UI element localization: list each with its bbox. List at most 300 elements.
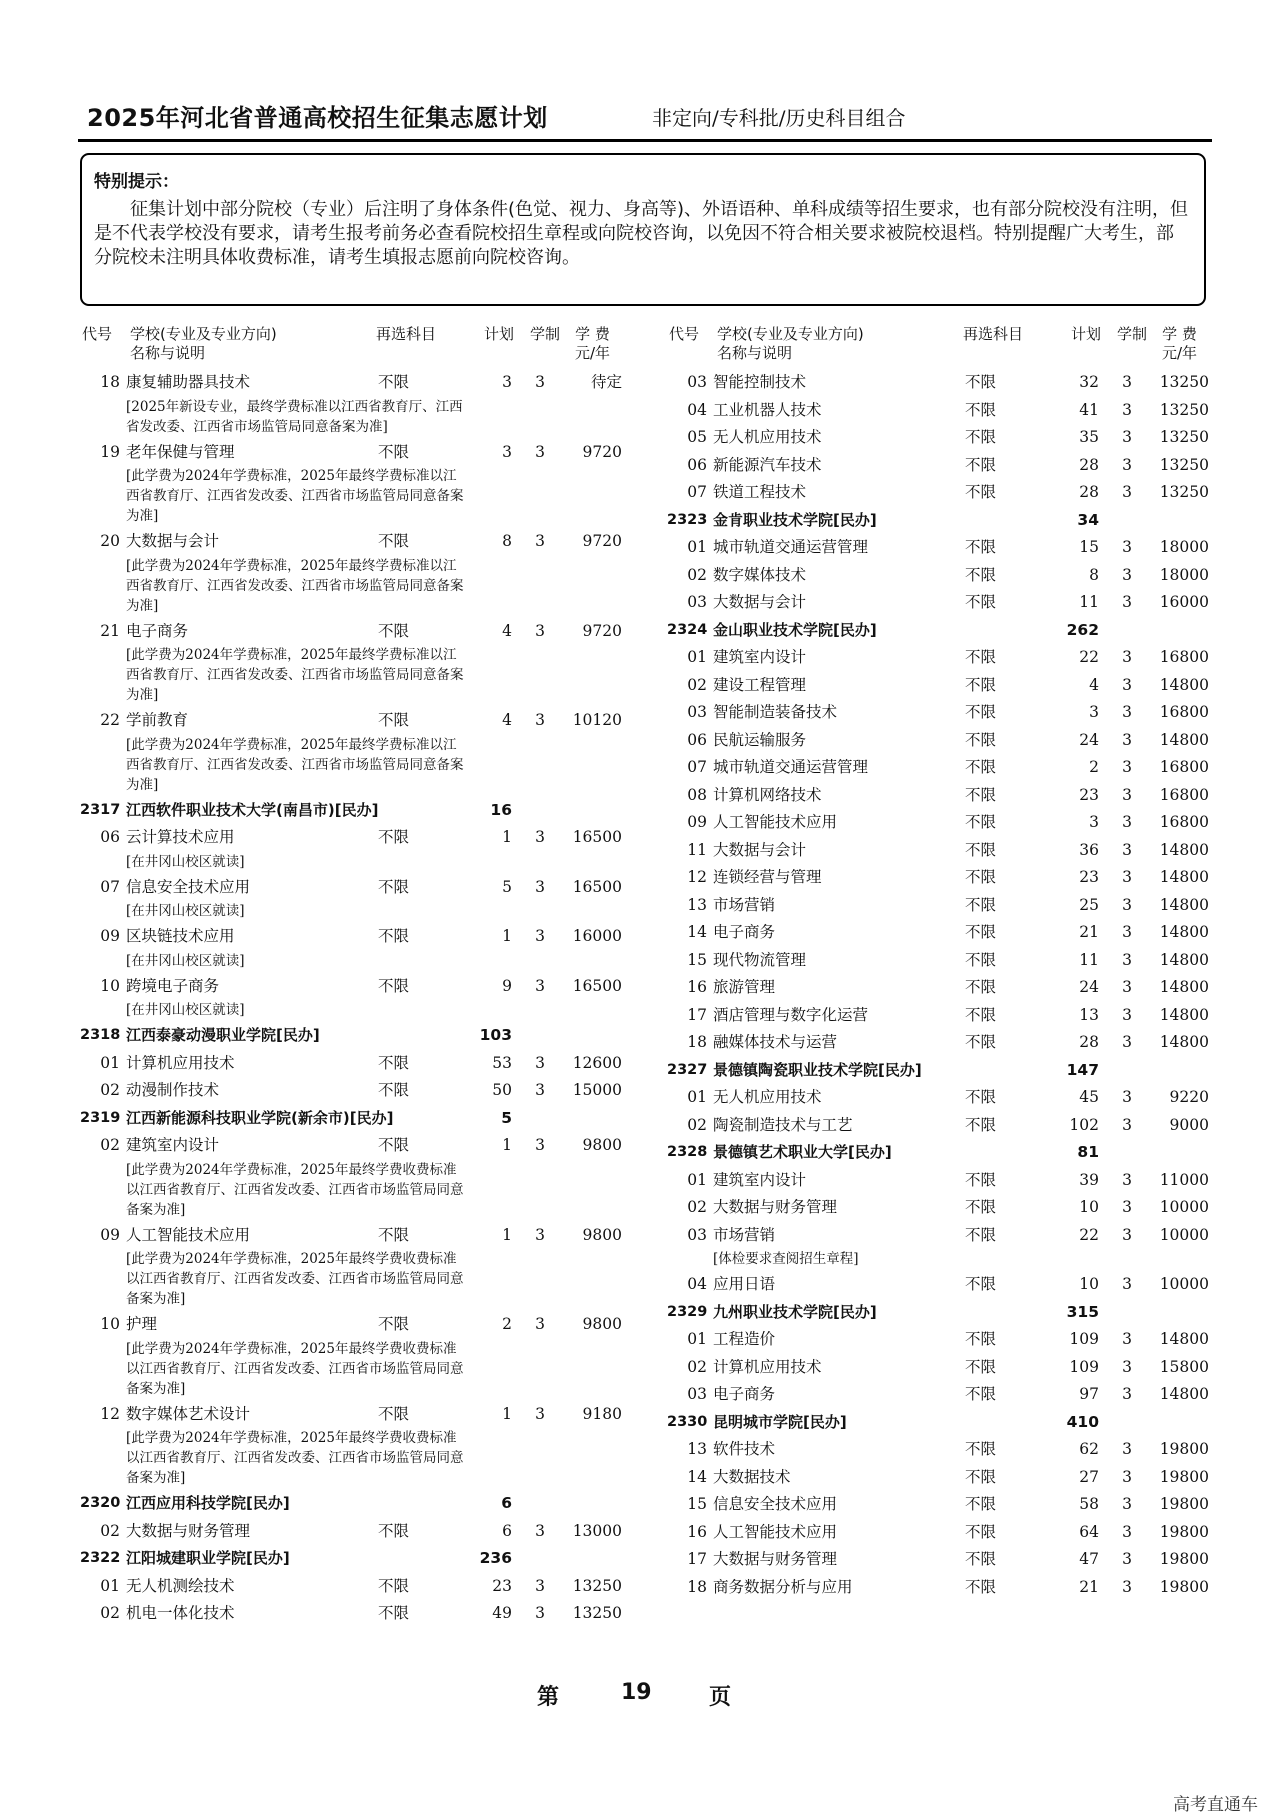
elective-subject: 不限 bbox=[378, 1225, 410, 1244]
major-row bbox=[80, 369, 620, 397]
plan-count: 11 bbox=[1079, 950, 1099, 969]
plan-count: 2 bbox=[502, 1315, 512, 1333]
major-row bbox=[667, 424, 1207, 452]
study-duration: 3 bbox=[535, 621, 545, 640]
school-name: 昆明城市学院[民办] bbox=[713, 1412, 847, 1431]
elective-subject: 不限 bbox=[378, 442, 410, 461]
plan-count: 1 bbox=[502, 1136, 512, 1154]
school-row bbox=[667, 1299, 1207, 1327]
major-name: 陶瓷制造技术与工艺 bbox=[713, 1115, 853, 1134]
school-code: 2317 bbox=[80, 801, 121, 818]
school-row bbox=[667, 1409, 1207, 1437]
plan-count: 1 bbox=[502, 1225, 512, 1244]
tuition-fee: 9220 bbox=[1169, 1088, 1209, 1106]
major-name: 信息安全技术应用 bbox=[713, 1495, 838, 1513]
major-note: [此学费为2024年学费标准，2025年最终学费标准以江西省教育厅、江西省发改委、江西省市场监管局同意备案为准] bbox=[126, 468, 464, 524]
major-name: 大数据与财务管理 bbox=[713, 1550, 838, 1568]
major-code: 15 bbox=[687, 950, 707, 969]
major-name: 老年保健与管理 bbox=[126, 442, 235, 461]
major-code: 03 bbox=[687, 703, 707, 721]
study-duration: 3 bbox=[535, 1604, 545, 1622]
study-duration: 3 bbox=[1122, 1467, 1132, 1486]
major-row bbox=[667, 479, 1207, 507]
study-duration: 3 bbox=[535, 1521, 545, 1540]
major-name: 无人机应用技术 bbox=[713, 428, 822, 446]
header-code: 代号 bbox=[669, 325, 700, 343]
major-row bbox=[667, 1112, 1207, 1140]
school-row bbox=[80, 797, 620, 825]
plan-count: 36 bbox=[1079, 840, 1099, 859]
elective-subject: 不限 bbox=[965, 923, 997, 941]
major-name: 铁道工程技术 bbox=[713, 483, 807, 501]
tuition-fee: 11000 bbox=[1159, 1170, 1209, 1189]
major-code: 18 bbox=[687, 1033, 707, 1051]
major-row bbox=[667, 1436, 1207, 1464]
study-duration: 3 bbox=[535, 442, 545, 461]
right-column bbox=[667, 325, 1207, 1601]
major-row bbox=[667, 1222, 1207, 1250]
major-name: 无人机测绘技术 bbox=[126, 1576, 235, 1595]
header-subject: 再选科目 bbox=[376, 325, 437, 343]
major-row bbox=[667, 452, 1207, 480]
tuition-fee: 16800 bbox=[1159, 785, 1209, 804]
elective-subject: 不限 bbox=[965, 593, 997, 611]
major-code: 12 bbox=[687, 868, 707, 886]
major-name: 电子商务 bbox=[713, 923, 776, 941]
tuition-fee: 14800 bbox=[1159, 1033, 1209, 1051]
elective-subject: 不限 bbox=[965, 1550, 997, 1568]
elective-subject: 不限 bbox=[965, 538, 997, 556]
plan-count: 1 bbox=[502, 1404, 512, 1423]
elective-subject: 不限 bbox=[965, 1033, 997, 1051]
header-divider bbox=[78, 139, 1212, 142]
elective-subject: 不限 bbox=[965, 1330, 997, 1348]
school-code: 2330 bbox=[667, 1413, 708, 1430]
plan-count: 8 bbox=[502, 532, 512, 550]
school-row bbox=[80, 1490, 620, 1518]
study-duration: 3 bbox=[535, 373, 545, 391]
elective-subject: 不限 bbox=[965, 840, 997, 859]
major-name: 民航运输服务 bbox=[713, 730, 807, 749]
major-name: 信息安全技术应用 bbox=[126, 877, 251, 896]
tuition-fee: 13000 bbox=[572, 1521, 622, 1540]
major-code: 09 bbox=[687, 813, 707, 831]
major-code: 02 bbox=[100, 1604, 120, 1622]
major-row bbox=[667, 782, 1207, 810]
plan-count: 41 bbox=[1079, 400, 1099, 419]
tuition-fee: 9720 bbox=[582, 442, 622, 461]
elective-subject: 不限 bbox=[965, 1170, 997, 1189]
study-duration: 3 bbox=[535, 1576, 545, 1595]
elective-subject: 不限 bbox=[378, 1576, 410, 1595]
major-code: 06 bbox=[687, 455, 707, 474]
major-name: 工程造价 bbox=[713, 1330, 776, 1348]
study-duration: 3 bbox=[1122, 1385, 1132, 1403]
major-name: 建设工程管理 bbox=[713, 675, 807, 694]
tuition-fee: 18000 bbox=[1159, 565, 1209, 584]
tuition-fee: 9720 bbox=[582, 532, 622, 550]
study-duration: 3 bbox=[1122, 703, 1132, 721]
major-row bbox=[667, 1464, 1207, 1492]
study-duration: 3 bbox=[1122, 840, 1132, 859]
major-name: 跨境电子商务 bbox=[126, 976, 220, 995]
major-code: 04 bbox=[687, 400, 707, 419]
tuition-fee: 14800 bbox=[1159, 675, 1209, 694]
tuition-fee: 16500 bbox=[572, 877, 622, 896]
header-name-line2: 名称与说明 bbox=[130, 344, 206, 362]
plan-count: 21 bbox=[1079, 1577, 1099, 1596]
plan-count: 35 bbox=[1079, 428, 1099, 446]
school-code: 2324 bbox=[667, 621, 708, 638]
elective-subject: 不限 bbox=[965, 1577, 997, 1596]
study-duration: 3 bbox=[1122, 1330, 1132, 1348]
major-name: 无人机应用技术 bbox=[713, 1088, 822, 1106]
tuition-fee: 14800 bbox=[1159, 923, 1209, 941]
school-code: 2318 bbox=[80, 1027, 121, 1043]
study-duration: 3 bbox=[1122, 1577, 1132, 1596]
major-code: 10 bbox=[100, 1315, 120, 1333]
school-name: 九州职业技术学院[民办] bbox=[713, 1302, 877, 1321]
tuition-fee: 15000 bbox=[572, 1081, 622, 1099]
major-row bbox=[667, 699, 1207, 727]
study-duration: 3 bbox=[535, 828, 545, 846]
major-name: 现代物流管理 bbox=[713, 950, 807, 969]
plan-count: 25 bbox=[1079, 895, 1099, 914]
major-row bbox=[667, 1354, 1207, 1382]
major-row bbox=[80, 973, 620, 1001]
school-code: 2320 bbox=[80, 1495, 121, 1511]
header-name-line1: 学校(专业及专业方向) bbox=[130, 325, 277, 343]
major-row bbox=[80, 1311, 620, 1339]
tuition-fee: 10000 bbox=[1159, 1198, 1209, 1216]
major-code: 06 bbox=[100, 828, 120, 846]
major-note: [在井冈山校区就读] bbox=[126, 952, 245, 969]
elective-subject: 不限 bbox=[965, 400, 997, 419]
plan-count: 23 bbox=[1079, 785, 1099, 804]
major-name: 人工智能技术应用 bbox=[713, 813, 838, 831]
major-code: 13 bbox=[687, 1440, 707, 1458]
plan-count: 11 bbox=[1079, 593, 1099, 611]
major-code: 02 bbox=[100, 1136, 120, 1154]
tuition-fee: 13250 bbox=[572, 1576, 622, 1595]
right-table-body bbox=[667, 369, 1207, 1601]
major-code: 03 bbox=[687, 1385, 707, 1403]
major-row bbox=[80, 1132, 620, 1160]
major-row bbox=[667, 1381, 1207, 1409]
plan-count: 6 bbox=[501, 1494, 512, 1512]
major-code: 01 bbox=[100, 1576, 120, 1595]
major-row bbox=[667, 589, 1207, 617]
elective-subject: 不限 bbox=[965, 565, 997, 584]
major-name: 大数据与会计 bbox=[713, 840, 807, 859]
header-name bbox=[130, 325, 277, 363]
major-row bbox=[80, 923, 620, 951]
elective-subject: 不限 bbox=[965, 1005, 997, 1024]
school-row bbox=[667, 1057, 1207, 1085]
plan-count: 4 bbox=[502, 621, 512, 640]
elective-subject: 不限 bbox=[965, 730, 997, 749]
tuition-fee: 14800 bbox=[1159, 840, 1209, 859]
school-row bbox=[667, 617, 1207, 645]
plan-count: 32 bbox=[1079, 373, 1099, 391]
major-name: 数字媒体艺术设计 bbox=[126, 1404, 251, 1423]
major-row bbox=[80, 824, 620, 852]
plan-count: 6 bbox=[502, 1521, 512, 1540]
major-code: 08 bbox=[687, 785, 707, 804]
major-row bbox=[667, 837, 1207, 865]
plan-count: 24 bbox=[1079, 978, 1099, 996]
elective-subject: 不限 bbox=[965, 428, 997, 446]
major-row bbox=[80, 1600, 620, 1628]
major-row bbox=[667, 1194, 1207, 1222]
major-note: [在井冈山校区就读] bbox=[126, 903, 245, 919]
major-row bbox=[667, 1519, 1207, 1547]
plan-count: 13 bbox=[1079, 1005, 1099, 1024]
major-name: 大数据技术 bbox=[713, 1467, 791, 1486]
plan-count: 21 bbox=[1079, 923, 1099, 941]
study-duration: 3 bbox=[1122, 373, 1132, 391]
tuition-fee: 13250 bbox=[1159, 455, 1209, 474]
plan-count: 24 bbox=[1079, 730, 1099, 749]
corner-watermark-label: 高考直通车 bbox=[1173, 1795, 1258, 1815]
school-name: 金山职业技术学院[民办] bbox=[713, 620, 877, 639]
major-row bbox=[667, 534, 1207, 562]
header-plan: 计划 bbox=[1071, 325, 1102, 343]
tuition-fee: 14800 bbox=[1159, 730, 1209, 749]
major-code: 05 bbox=[687, 428, 707, 446]
header-name-line1: 学校(专业及专业方向) bbox=[717, 325, 864, 343]
elective-subject: 不限 bbox=[378, 976, 410, 995]
study-duration: 3 bbox=[1122, 895, 1132, 914]
major-code: 09 bbox=[100, 927, 120, 945]
study-duration: 3 bbox=[1122, 1440, 1132, 1458]
major-name: 市场营销 bbox=[713, 895, 776, 914]
elective-subject: 不限 bbox=[965, 868, 997, 886]
tuition-fee: 16000 bbox=[1159, 593, 1209, 611]
page-suffix: 页 bbox=[709, 1685, 732, 1710]
elective-subject: 不限 bbox=[378, 927, 410, 945]
school-name: 景德镇陶瓷职业技术学院[民办] bbox=[713, 1060, 922, 1079]
major-code: 07 bbox=[687, 483, 707, 501]
major-code: 11 bbox=[687, 840, 707, 859]
elective-subject: 不限 bbox=[965, 1275, 997, 1293]
plan-count: 5 bbox=[501, 1108, 512, 1127]
tuition-fee: 13250 bbox=[1159, 428, 1209, 446]
tuition-fee: 19800 bbox=[1159, 1550, 1209, 1568]
major-row bbox=[667, 809, 1207, 837]
elective-subject: 不限 bbox=[965, 1495, 997, 1513]
elective-subject: 不限 bbox=[965, 675, 997, 694]
study-duration: 3 bbox=[1122, 923, 1132, 941]
study-duration: 3 bbox=[1122, 1522, 1132, 1541]
major-name: 智能制造装备技术 bbox=[713, 703, 838, 721]
plan-count: 47 bbox=[1079, 1550, 1099, 1568]
major-row bbox=[667, 1271, 1207, 1299]
study-duration: 3 bbox=[1122, 1550, 1132, 1568]
plan-count: 3 bbox=[502, 373, 512, 391]
elective-subject: 不限 bbox=[965, 1225, 997, 1244]
elective-subject: 不限 bbox=[378, 1521, 410, 1540]
study-duration: 3 bbox=[1122, 648, 1132, 666]
page-subtitle: 非定向/专科批/历史科目组合 bbox=[652, 106, 906, 130]
tuition-fee: 13250 bbox=[1159, 400, 1209, 419]
major-code: 02 bbox=[687, 565, 707, 584]
major-name: 人工智能技术应用 bbox=[126, 1225, 251, 1244]
major-name: 数字媒体技术 bbox=[713, 565, 807, 584]
plan-count: 34 bbox=[1077, 510, 1099, 529]
major-code: 03 bbox=[687, 1225, 707, 1244]
major-code: 19 bbox=[100, 442, 120, 461]
major-code: 02 bbox=[100, 1521, 120, 1540]
major-code: 01 bbox=[687, 648, 707, 666]
elective-subject: 不限 bbox=[378, 621, 410, 640]
elective-subject: 不限 bbox=[965, 1467, 997, 1486]
school-name: 景德镇艺术职业大学[民办] bbox=[713, 1143, 892, 1161]
tuition-fee: 14800 bbox=[1159, 1005, 1209, 1024]
study-duration: 3 bbox=[1122, 1005, 1132, 1024]
elective-subject: 不限 bbox=[378, 711, 410, 729]
major-code: 03 bbox=[687, 373, 707, 391]
plan-count: 39 bbox=[1079, 1170, 1099, 1189]
school-row bbox=[667, 507, 1207, 535]
major-name: 商务数据分析与应用 bbox=[713, 1577, 853, 1596]
study-duration: 3 bbox=[535, 976, 545, 995]
study-duration: 3 bbox=[535, 532, 545, 550]
study-duration: 3 bbox=[535, 711, 545, 729]
major-name: 大数据与会计 bbox=[126, 532, 220, 550]
major-note: [此学费为2024年学费标准，2025年最终学费标准以江西省教育厅、江西省发改委、江西省市场监管局同意备案为准] bbox=[126, 647, 464, 703]
elective-subject: 不限 bbox=[965, 813, 997, 831]
table-header-left bbox=[80, 325, 620, 369]
study-duration: 3 bbox=[535, 1053, 545, 1072]
major-code: 14 bbox=[687, 1467, 707, 1486]
elective-subject: 不限 bbox=[378, 1081, 410, 1099]
major-code: 16 bbox=[687, 978, 707, 996]
major-code: 20 bbox=[100, 532, 120, 550]
major-code: 09 bbox=[100, 1225, 120, 1244]
major-row bbox=[667, 397, 1207, 425]
major-code: 16 bbox=[687, 1522, 707, 1541]
major-code: 15 bbox=[687, 1495, 707, 1513]
elective-subject: 不限 bbox=[965, 1522, 997, 1541]
study-duration: 3 bbox=[1122, 483, 1132, 501]
notice-body: 征集计划中部分院校（专业）后注明了身体条件(色觉、视力、身高等)、外语语种、单科成绩等招生要求，也有部分院校没有注明，但是不代表学校没有要求，请考生报考前务必查看院校招生章程或向院校咨询，以免因不符合相关要求被院校退档。特别提醒广大考生，部分院校未注明具体收费标准，请考生填报志愿前向院校咨询。 bbox=[94, 199, 1189, 268]
tuition-fee: 13250 bbox=[1159, 483, 1209, 501]
major-note: [此学费为2024年学费标准，2025年最终学费收费标准以江西省教育厅、江西省发改委、江西省市场监管局同意备案为准] bbox=[126, 1251, 464, 1307]
major-name: 新能源汽车技术 bbox=[713, 455, 822, 474]
school-name: 金肯职业技术学院[民办] bbox=[713, 510, 877, 529]
major-name: 城市轨道交通运营管理 bbox=[713, 758, 869, 776]
major-name: 计算机应用技术 bbox=[713, 1357, 822, 1376]
header-code: 代号 bbox=[82, 325, 113, 343]
study-duration: 3 bbox=[1122, 1115, 1132, 1134]
major-code: 17 bbox=[687, 1550, 707, 1568]
tuition-fee: 19800 bbox=[1159, 1495, 1209, 1513]
major-row bbox=[80, 1077, 620, 1105]
major-code: 03 bbox=[687, 593, 707, 611]
header-duration: 学制 bbox=[530, 325, 561, 343]
plan-count: 3 bbox=[1089, 703, 1099, 721]
elective-subject: 不限 bbox=[378, 1604, 410, 1622]
plan-count: 16 bbox=[490, 800, 512, 819]
plan-count: 45 bbox=[1079, 1088, 1099, 1106]
major-name: 动漫制作技术 bbox=[126, 1081, 220, 1099]
tuition-fee: 14800 bbox=[1159, 1330, 1209, 1348]
tuition-fee: 10000 bbox=[1159, 1225, 1209, 1244]
plan-count: 28 bbox=[1079, 1033, 1099, 1051]
school-code: 2328 bbox=[667, 1144, 708, 1160]
elective-subject: 不限 bbox=[965, 1115, 997, 1134]
major-row bbox=[667, 864, 1207, 892]
major-name: 市场营销 bbox=[713, 1225, 776, 1244]
study-duration: 3 bbox=[1122, 758, 1132, 776]
header-plan: 计划 bbox=[484, 325, 515, 343]
elective-subject: 不限 bbox=[965, 703, 997, 721]
page-number: 19 bbox=[621, 1680, 652, 1705]
notice-title: 特别提示： bbox=[94, 172, 179, 192]
major-code: 01 bbox=[687, 1330, 707, 1348]
left-table-body bbox=[80, 369, 620, 1628]
major-row bbox=[667, 1002, 1207, 1030]
tuition-fee: 15800 bbox=[1159, 1357, 1209, 1376]
major-name: 酒店管理与数字化运营 bbox=[713, 1005, 869, 1024]
school-name: 江西应用科技学院[民办] bbox=[126, 1494, 290, 1512]
tuition-fee: 9800 bbox=[582, 1315, 622, 1333]
plan-count: 23 bbox=[1079, 868, 1099, 886]
elective-subject: 不限 bbox=[965, 373, 997, 391]
major-name: 工业机器人技术 bbox=[713, 400, 822, 419]
major-code: 01 bbox=[687, 1088, 707, 1106]
table-header-right bbox=[667, 325, 1207, 369]
school-row bbox=[80, 1022, 620, 1050]
tuition-fee: 16500 bbox=[572, 828, 622, 846]
major-name: 大数据与财务管理 bbox=[713, 1198, 838, 1216]
study-duration: 3 bbox=[1122, 593, 1132, 611]
plan-count: 10 bbox=[1079, 1275, 1099, 1293]
tuition-fee: 13250 bbox=[572, 1604, 622, 1622]
study-duration: 3 bbox=[535, 1081, 545, 1099]
study-duration: 3 bbox=[1122, 565, 1132, 584]
major-name: 大数据与财务管理 bbox=[126, 1521, 251, 1540]
major-code: 07 bbox=[687, 758, 707, 776]
major-name: 融媒体技术与运营 bbox=[713, 1033, 838, 1051]
study-duration: 3 bbox=[1122, 1033, 1132, 1051]
header-duration: 学制 bbox=[1117, 325, 1148, 343]
plan-count: 23 bbox=[492, 1576, 512, 1595]
study-duration: 3 bbox=[1122, 868, 1132, 886]
tuition-fee: 9720 bbox=[582, 621, 622, 640]
major-code: 10 bbox=[100, 976, 120, 995]
plan-count: 28 bbox=[1079, 455, 1099, 474]
tuition-fee: 14800 bbox=[1159, 868, 1209, 886]
plan-count: 50 bbox=[492, 1081, 512, 1099]
header-name-line2: 名称与说明 bbox=[717, 344, 793, 362]
elective-subject: 不限 bbox=[378, 877, 410, 896]
study-duration: 3 bbox=[535, 1225, 545, 1244]
study-duration: 3 bbox=[1122, 950, 1132, 969]
major-code: 18 bbox=[687, 1577, 707, 1596]
study-duration: 3 bbox=[1122, 1198, 1132, 1216]
tuition-fee: 12600 bbox=[572, 1053, 622, 1072]
plan-count: 22 bbox=[1079, 648, 1099, 666]
major-row bbox=[667, 727, 1207, 755]
plan-count: 109 bbox=[1069, 1357, 1099, 1376]
left-column bbox=[80, 325, 620, 1628]
tuition-fee: 19800 bbox=[1159, 1522, 1209, 1541]
elective-subject: 不限 bbox=[378, 1315, 410, 1333]
plan-count: 410 bbox=[1066, 1412, 1099, 1431]
major-name: 建筑室内设计 bbox=[126, 1136, 220, 1154]
